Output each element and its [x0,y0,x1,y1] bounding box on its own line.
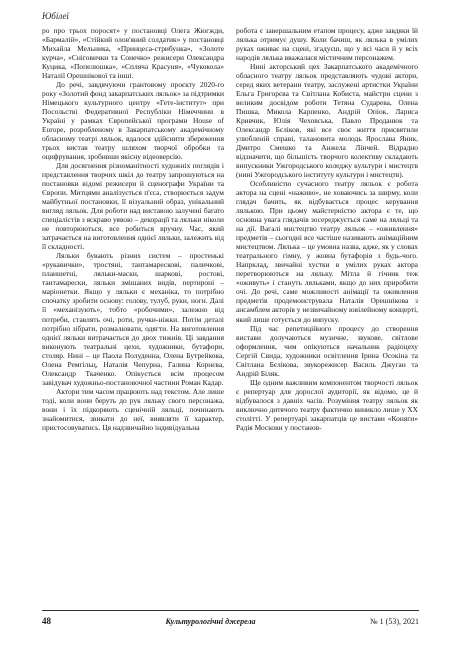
footer-divider [42,610,419,611]
issue-info: № 1 (53), 2021 [370,617,419,626]
paragraph: До речі, завдячуючи грантовому проєкту 2020-го року «Золотий фонд закарпатських ляльок» за підтримки Німецького культурного центру «Гете-інститут» при Посольстві Федеративної Республіки Німеччини в Україні у рамках Європейської програми House of Europe, розробленому в Закарпатському академічному обласному театрі ляльок, вдалося здійснити збереження трьох вистав театру шляхом творчої обробки та оцифрування, зробивши якісну відеоверсію. [42,80,224,162]
paragraph: Ще одним важливим компонентом творчості ляльок є репертуар для дорослої аудиторії, як відомо, це й відбувалося з давніх часів. Розуміння театру ляльок як виключно дитячого театру фактично виникло лише у XX столітті. У репертуарі закарпатців це вистави «Коняги» Радія Москови у постанов- [236,377,418,432]
left-column [42,26,224,432]
page-footer [42,616,419,626]
running-head: Юбілеї [42,11,69,21]
paragraph: Для досягнення різноманітності художніх поглядів і представлення творчих шкіл до театру запрошуються на постановки відомі режисери й сценографи України та Європи. Митцями аналізується п'єса, створюється задум майбутньої постановки, її візуальний образ, унікальний вигляд ляльок. Для роботи над виставою залучені багато спеціалістів з яскраво уявою – декорації та ляльки ніколи не повторюються, все робиться вручну. Час, який затрачається на виготовлення однієї ляльки, залежить від її складності. [42,161,224,252]
paragraph: Під час репетиційного процесу до створення вистави долучаються музичне, звукове, світлове оформлення, чим опікуються начальник радіоцеху Сергій Свида, художники освітлення Ірина Осокіна та Світлана Бєлікова, звукорежисер Василь Джуган та Андрій Біляк. [236,323,418,378]
paragraph: Нині акторський цех Закарпатського академічного обласного театру ляльок представляють чудові актори, серед яких ветерани театру, заслужені артистки України Ельга Григорєва та Світлана Кобиста, майстри сцени з великим досвідом роботи Тетяна Сударева, Олена Пишка, Микола Карпенко, Андрій Опіок, Лариса Кривчик, Юлія Чеховська, Павло Проданюк та Олександр Бєліков, які все своє життя присвятили улюбленій справі, талановита молодь Ярослава Яник, Дмитро Смешко та Анжела Лінчей. Відрадно відзначити, що більшість творчого колективу складають випускники Ужгородського коледжу культури і мистецтв (нині Ужгородського інституту культури і мистецтв). [236,62,418,180]
paragraph: Актори тим часом працюють над текстом. Але лише тоді, коли вони беруть до рук ляльку свого персонажа, вони і їх підкоряють сценічній ляльці, починають знайомитися, звикати до неї, виявляти її характер, пристосовуватись. Ця надзвичайно індивідуальна [42,386,224,432]
paragraph: робота є завершальним етапом процесу, адже завдяки їй лялька отримує душу. Коли бачиш, як лялька в умілих руках оживає на сцені, згадуєш, що у всі часи й у всіх народів лялька вважалася містичним персонажем. [236,26,418,63]
paragraph: Ляльки бувають різних систем – простенькі «рукавички», тростяні, тантамарескові, паличкові, планшетні, ляльки-маски, шаркові, ростові, тантамарески, ляльки змішаних видів, пертиро́ні – маріонетки. Якщо у ляльки є механіка, то потрібно спочатку зробити основу: голову, тулуб, руки, ноги. Далі її «механізують», тобто «робочими», залежно від потреби, ставлять очі, роти, ручки-ніжки. Потім деталі потрібно зібрати, розмалювати, одягти. На виготовлення однієї ляльки витрачається до двох тижнів. Ці завдання виконують театральні цехи, художники, бутафори, столяр. Нині – це Паола Полуденна, Олена Бутрейкова, Олена Ремгільц, Наталія Чепурна, Галина Корнєва, Олександр Ткаченко. Опікується всім процесом завідувач художньо-постановочної частини Роман Кадар. [42,251,224,387]
paragraph: Особливістю сучасного театру ляльок є робота актора на сцені «наживо», не ховаючись за ширму, коли глядач бачить, як відбувається процес керування лялькою. При цьому майстерністю актора є те, що основна увага глядачів зосереджується саме на ляльці та на дії. Вагалі мистецтво театру ляльок – «оживлення» предметів – сьогодні все частіше називають анімаційним мистецтвом. Лялька – це умовна назва, адже, як у словах театрального гімну, у жовна бутафорія з будь-чого. Напрклад, звичайні хустки в умілих руках актора перетворюються на ляльку. Мітла й гічник теж «оживуть» і стануть ляльками, якщо до них приробити очі. До речі, саме можливості анімації та оживлення предметів продемонструвала Наталія Орешнікова з ансамблем акторів у незвичайному ювілейному концерті, який лише готується до випуску. [236,179,418,324]
page-number: 48 [42,616,51,626]
right-column [236,26,418,432]
journal-title: Культурологічні джерела [165,617,256,626]
paragraph: ро про трьох поросят» у постановці Олега Жюгжди, «Бармалій», «Стійкий олов'яний солдатик» у постановці Михайла Мельника, «Принцеса-стрибунка», «Золоте курча», «Сніговички та Сонечко» режисери Олександра Куцика, «Попелюшка», «Сплячa Красуня», «Чукокола» Наталії Орешнікової та інші. [42,26,224,81]
